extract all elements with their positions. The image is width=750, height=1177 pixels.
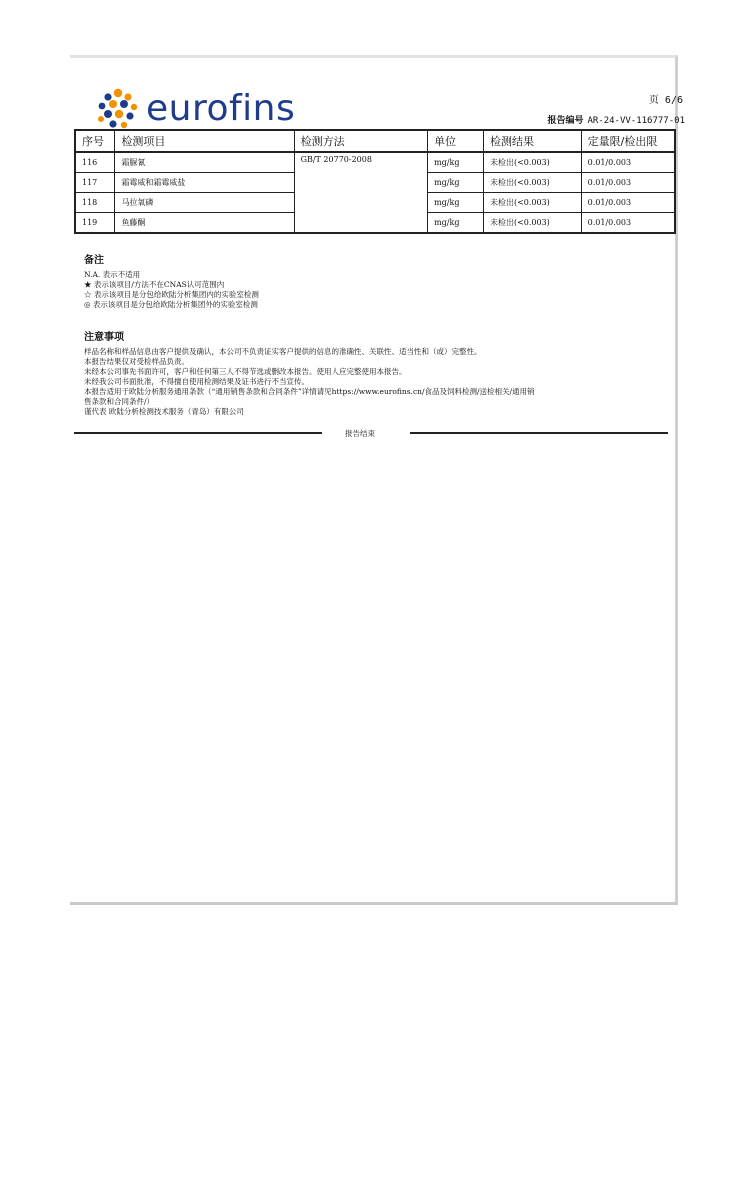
- row-no: 117: [75, 173, 115, 193]
- row-unit: mg/kg: [428, 152, 484, 173]
- row-item: 鱼藤酮: [115, 213, 294, 234]
- row-no: 118: [75, 193, 115, 213]
- row-unit: mg/kg: [428, 173, 484, 193]
- row-limit: 0.01/0.003: [581, 213, 675, 234]
- row-unit: mg/kg: [428, 213, 484, 234]
- table-header-row: [75, 130, 675, 152]
- row-no: 116: [75, 152, 115, 173]
- eurofins-logo: [96, 88, 295, 130]
- remark-line: ★ 表示该项目/方法不在CNAS认可范围内: [84, 280, 225, 289]
- notice-line: 本报告结果仅对受检样品负责。: [84, 357, 189, 366]
- report-page: [70, 55, 685, 905]
- page-number: 页 6/6: [648, 95, 683, 106]
- report-number: [547, 113, 685, 126]
- end-divider-left: [74, 432, 322, 434]
- notice-line: 样品名称和样品信息由客户提供及确认，本公司不负责证实客户提供的信息的准确性、关联性、适当性和（或）完整性。: [84, 347, 482, 356]
- row-item: 马拉氧磷: [115, 193, 294, 213]
- row-unit: mg/kg: [428, 193, 484, 213]
- table-row: [75, 152, 675, 173]
- col-header: 序号: [75, 130, 115, 152]
- notice-line: 本报告适用于欧陆分析服务通用条款（“通用销售条款和合同条件”详情请见https://www.eurofins.cn/食品及饲料检测/送检相关/通用销: [84, 387, 535, 396]
- notice-line: 未经本公司事先书面许可，客户和任何第三人不得节选或删改本报告。使用人应完整使用本报告。: [84, 367, 407, 376]
- remarks-list: [84, 270, 674, 310]
- report-end-text: 报告结束: [345, 429, 375, 438]
- row-limit: 0.01/0.003: [581, 152, 675, 173]
- row-result: 未检出(<0.003): [483, 193, 581, 213]
- col-header: 检测项目: [115, 130, 294, 152]
- notice-title: 注意事项: [84, 332, 124, 343]
- end-divider-right: [410, 432, 668, 434]
- row-item: 霜霉威和霜霉威盐: [115, 173, 294, 193]
- col-header: 定量限/检出限: [581, 130, 675, 152]
- remark-line: ☆ 表示该项目是分包给欧陆分析集团内的实验室检测: [84, 290, 259, 299]
- row-result: 未检出(<0.003): [483, 152, 581, 173]
- row-item: 霜脲氰: [115, 152, 294, 173]
- row-no: 119: [75, 213, 115, 234]
- results-table: [74, 129, 676, 234]
- row-limit: 0.01/0.003: [581, 193, 675, 213]
- eurofins-logo-icon: [96, 88, 140, 130]
- remarks-title: 备注: [84, 255, 104, 266]
- notice-line: 谨代表 欧陆分析检测技术服务（青岛）有限公司: [84, 407, 244, 416]
- col-header: 单位: [428, 130, 484, 152]
- row-result: 未检出(<0.003): [483, 173, 581, 193]
- notice-line: 未经我公司书面批准，不得擅自使用检测结果及证书进行不当宣传。: [84, 377, 309, 386]
- row-limit: 0.01/0.003: [581, 173, 675, 193]
- notice-line: 售条款和合同条件/）: [84, 397, 155, 406]
- remark-line: N.A. 表示不适用: [84, 270, 141, 279]
- report-number-label: 报告编号: [547, 116, 584, 126]
- col-header: 检测结果: [483, 130, 581, 152]
- remark-line: ◎ 表示该项目是分包给欧陆分析集团外的实验室检测: [84, 300, 258, 309]
- row-method: GB/T 20770-2008: [294, 152, 427, 233]
- report-number-value: AR-24-VV-116777-01: [587, 116, 685, 126]
- notice-list: [84, 347, 674, 417]
- logo-wordmark: eurofins: [146, 88, 296, 129]
- col-header: 检测方法: [294, 130, 427, 152]
- row-result: 未检出(<0.003): [483, 213, 581, 234]
